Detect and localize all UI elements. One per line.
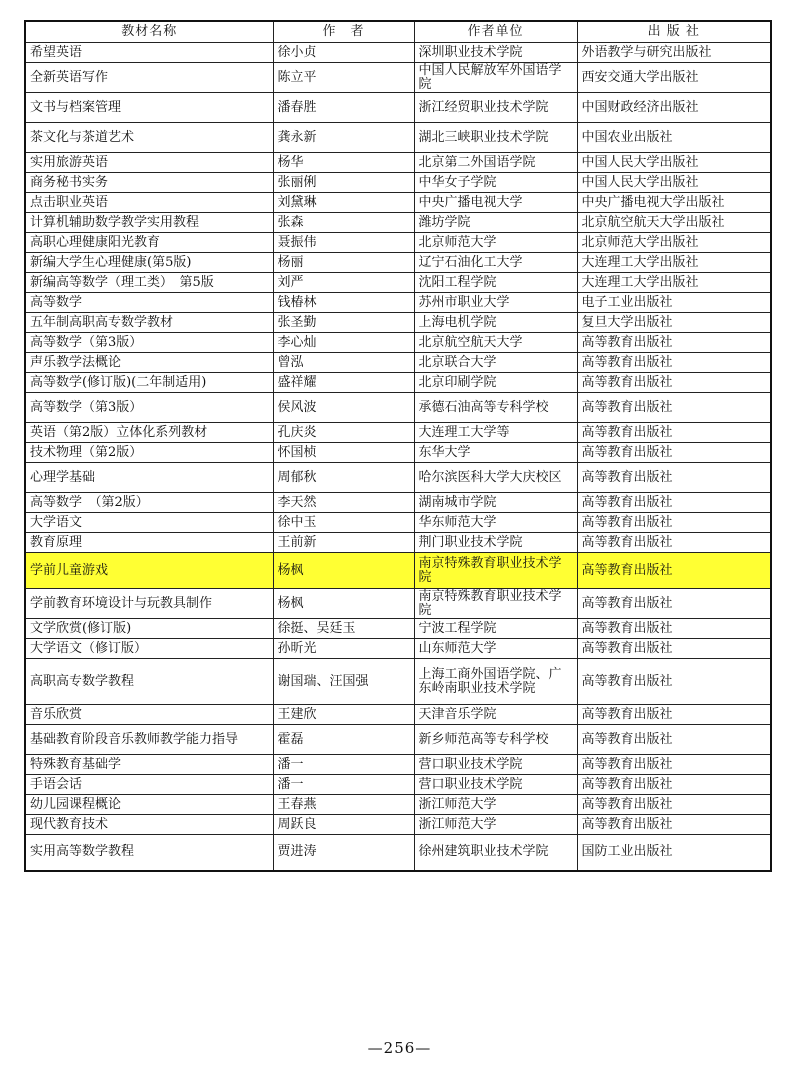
cell-publisher: 高等教育出版社 [577, 423, 771, 443]
cell-publisher: 高等教育出版社 [577, 775, 771, 795]
cell-author: 盛祥耀 [273, 373, 414, 393]
cell-author: 李天然 [273, 493, 414, 513]
cell-publisher: 中国财政经济出版社 [577, 93, 771, 123]
cell-author: 徐中玉 [273, 513, 414, 533]
cell-textbook-name: 新编大学生心理健康(第5版) [25, 253, 273, 273]
cell-textbook-name: 文书与档案管理 [25, 93, 273, 123]
cell-author: 杨枫 [273, 553, 414, 589]
table-row [25, 63, 771, 93]
table-row [25, 493, 771, 513]
cell-author: 谢国瑞、汪国强 [273, 659, 414, 705]
cell-author: 潘春胜 [273, 93, 414, 123]
cell-textbook-name: 文学欣赏(修订版) [25, 619, 273, 639]
cell-publisher: 中国农业出版社 [577, 123, 771, 153]
cell-author: 周跃良 [273, 815, 414, 835]
cell-textbook-name: 基础教育阶段音乐教师教学能力指导 [25, 725, 273, 755]
cell-author-unit: 华东师范大学 [414, 513, 577, 533]
cell-author-unit: 荆门职业技术学院 [414, 533, 577, 553]
table-row [25, 835, 771, 871]
cell-publisher: 北京师范大学出版社 [577, 233, 771, 253]
cell-author-unit: 哈尔滨医科大学大庆校区 [414, 463, 577, 493]
table-row [25, 443, 771, 463]
cell-textbook-name: 技术物理（第2版） [25, 443, 273, 463]
cell-author-unit: 浙江师范大学 [414, 815, 577, 835]
table-row [25, 313, 771, 333]
cell-publisher: 高等教育出版社 [577, 443, 771, 463]
table-row [25, 353, 771, 373]
table-row [25, 815, 771, 835]
cell-author: 徐小贞 [273, 43, 414, 63]
cell-author-unit: 沈阳工程学院 [414, 273, 577, 293]
cell-publisher: 电子工业出版社 [577, 293, 771, 313]
cell-textbook-name: 英语（第2版）立体化系列教材 [25, 423, 273, 443]
cell-publisher: 高等教育出版社 [577, 513, 771, 533]
cell-author: 陈立平 [273, 63, 414, 93]
cell-publisher: 高等教育出版社 [577, 373, 771, 393]
cell-textbook-name: 现代教育技术 [25, 815, 273, 835]
cell-author: 聂振伟 [273, 233, 414, 253]
cell-author-unit: 北京印刷学院 [414, 373, 577, 393]
textbook-table [24, 20, 772, 872]
cell-author-unit: 湖北三峡职业技术学院 [414, 123, 577, 153]
cell-author-unit: 南京特殊教育职业技术学院 [414, 589, 577, 619]
cell-publisher: 高等教育出版社 [577, 463, 771, 493]
table-row [25, 513, 771, 533]
cell-publisher: 中国人民大学出版社 [577, 173, 771, 193]
cell-textbook-name: 全新英语写作 [25, 63, 273, 93]
cell-textbook-name: 声乐教学法概论 [25, 353, 273, 373]
cell-author-unit: 大连理工大学等 [414, 423, 577, 443]
cell-author: 刘严 [273, 273, 414, 293]
cell-publisher: 中央广播电视大学出版社 [577, 193, 771, 213]
cell-textbook-name: 实用高等数学教程 [25, 835, 273, 871]
cell-author: 孙昕光 [273, 639, 414, 659]
cell-textbook-name: 高等数学（第3版） [25, 393, 273, 423]
cell-textbook-name: 高等数学 （第2版） [25, 493, 273, 513]
cell-author-unit: 北京联合大学 [414, 353, 577, 373]
cell-author: 霍磊 [273, 725, 414, 755]
cell-author-unit: 中央广播电视大学 [414, 193, 577, 213]
cell-publisher: 国防工业出版社 [577, 835, 771, 871]
cell-author-unit: 苏州市职业大学 [414, 293, 577, 313]
cell-author: 徐挺、吴廷玉 [273, 619, 414, 639]
cell-textbook-name: 高职高专数学教程 [25, 659, 273, 705]
cell-author-unit: 徐州建筑职业技术学院 [414, 835, 577, 871]
cell-author: 怀国桢 [273, 443, 414, 463]
cell-author: 张丽俐 [273, 173, 414, 193]
cell-author-unit: 浙江经贸职业技术学院 [414, 93, 577, 123]
cell-textbook-name: 教育原理 [25, 533, 273, 553]
cell-author: 周郁秋 [273, 463, 414, 493]
cell-textbook-name: 高等数学(修订版)(二年制适用) [25, 373, 273, 393]
cell-author-unit: 中华女子学院 [414, 173, 577, 193]
cell-publisher: 中国人民大学出版社 [577, 153, 771, 173]
cell-publisher: 高等教育出版社 [577, 725, 771, 755]
cell-publisher: 高等教育出版社 [577, 553, 771, 589]
cell-author: 杨丽 [273, 253, 414, 273]
cell-textbook-name: 计算机辅助数学教学实用教程 [25, 213, 273, 233]
cell-publisher: 高等教育出版社 [577, 619, 771, 639]
table-row [25, 619, 771, 639]
table-row [25, 213, 771, 233]
cell-textbook-name: 高等数学（第3版） [25, 333, 273, 353]
table-row [25, 233, 771, 253]
cell-author-unit: 上海工商外国语学院、广东岭南职业技术学院 [414, 659, 577, 705]
table-row [25, 333, 771, 353]
cell-author-unit: 东华大学 [414, 443, 577, 463]
table-row [25, 639, 771, 659]
header-author: 作 者 [273, 21, 414, 43]
cell-publisher: 高等教育出版社 [577, 589, 771, 619]
table-header-row [25, 21, 771, 43]
cell-publisher: 大连理工大学出版社 [577, 273, 771, 293]
table-row [25, 553, 771, 589]
cell-author-unit: 宁波工程学院 [414, 619, 577, 639]
cell-publisher: 高等教育出版社 [577, 705, 771, 725]
table-row [25, 795, 771, 815]
cell-author: 潘一 [273, 775, 414, 795]
table-row [25, 93, 771, 123]
cell-textbook-name: 高等数学 [25, 293, 273, 313]
table-row [25, 253, 771, 273]
cell-textbook-name: 音乐欣赏 [25, 705, 273, 725]
cell-author: 李心灿 [273, 333, 414, 353]
cell-author: 侯风波 [273, 393, 414, 423]
cell-author: 潘一 [273, 755, 414, 775]
header-textbook-name: 教材名称 [25, 21, 273, 43]
cell-publisher: 高等教育出版社 [577, 353, 771, 373]
cell-author: 王建欣 [273, 705, 414, 725]
cell-publisher: 高等教育出版社 [577, 493, 771, 513]
table-row [25, 43, 771, 63]
cell-author-unit: 辽宁石油化工大学 [414, 253, 577, 273]
cell-publisher: 外语教学与研究出版社 [577, 43, 771, 63]
cell-textbook-name: 学前儿童游戏 [25, 553, 273, 589]
cell-publisher: 复旦大学出版社 [577, 313, 771, 333]
cell-author: 曾泓 [273, 353, 414, 373]
table-row [25, 193, 771, 213]
cell-textbook-name: 大学语文 [25, 513, 273, 533]
table-row [25, 173, 771, 193]
cell-author-unit: 浙江师范大学 [414, 795, 577, 815]
cell-publisher: 北京航空航天大学出版社 [577, 213, 771, 233]
cell-author: 龚永新 [273, 123, 414, 153]
cell-author: 张圣勤 [273, 313, 414, 333]
cell-author: 王前新 [273, 533, 414, 553]
header-author-unit: 作者单位 [414, 21, 577, 43]
cell-textbook-name: 幼儿园课程概论 [25, 795, 273, 815]
table-row [25, 589, 771, 619]
cell-author-unit: 北京师范大学 [414, 233, 577, 253]
cell-textbook-name: 特殊教育基础学 [25, 755, 273, 775]
table-row [25, 273, 771, 293]
table-row [25, 123, 771, 153]
table-row [25, 423, 771, 443]
cell-author-unit: 承德石油高等专科学校 [414, 393, 577, 423]
cell-publisher: 高等教育出版社 [577, 815, 771, 835]
cell-publisher: 高等教育出版社 [577, 659, 771, 705]
cell-textbook-name: 商务秘书实务 [25, 173, 273, 193]
cell-publisher: 高等教育出版社 [577, 393, 771, 423]
cell-author-unit: 南京特殊教育职业技术学院 [414, 553, 577, 589]
cell-textbook-name: 高职心理健康阳光教育 [25, 233, 273, 253]
cell-publisher: 高等教育出版社 [577, 795, 771, 815]
cell-textbook-name: 新编高等数学（理工类） 第5版 [25, 273, 273, 293]
cell-textbook-name: 学前教育环境设计与玩教具制作 [25, 589, 273, 619]
table-row [25, 393, 771, 423]
cell-author: 杨华 [273, 153, 414, 173]
cell-author: 孔庆炎 [273, 423, 414, 443]
cell-author-unit: 深圳职业技术学院 [414, 43, 577, 63]
cell-textbook-name: 茶文化与茶道艺术 [25, 123, 273, 153]
cell-textbook-name: 实用旅游英语 [25, 153, 273, 173]
table-row [25, 775, 771, 795]
cell-author: 刘黛琳 [273, 193, 414, 213]
cell-author: 杨枫 [273, 589, 414, 619]
header-publisher: 出 版 社 [577, 21, 771, 43]
cell-author-unit: 天津音乐学院 [414, 705, 577, 725]
cell-author-unit: 营口职业技术学院 [414, 755, 577, 775]
cell-textbook-name: 心理学基础 [25, 463, 273, 493]
cell-author-unit: 潍坊学院 [414, 213, 577, 233]
cell-textbook-name: 五年制高职高专数学教材 [25, 313, 273, 333]
cell-publisher: 高等教育出版社 [577, 639, 771, 659]
page-number: —256— [367, 1039, 432, 1057]
cell-textbook-name: 手语会话 [25, 775, 273, 795]
cell-author: 张森 [273, 213, 414, 233]
cell-textbook-name: 点击职业英语 [25, 193, 273, 213]
cell-author: 贾进涛 [273, 835, 414, 871]
cell-author-unit: 北京航空航天大学 [414, 333, 577, 353]
cell-publisher: 西安交通大学出版社 [577, 63, 771, 93]
cell-author: 王春燕 [273, 795, 414, 815]
cell-textbook-name: 希望英语 [25, 43, 273, 63]
cell-author-unit: 湖南城市学院 [414, 493, 577, 513]
cell-author-unit: 中国人民解放军外国语学院 [414, 63, 577, 93]
cell-publisher: 高等教育出版社 [577, 333, 771, 353]
table-row [25, 659, 771, 705]
cell-author-unit: 营口职业技术学院 [414, 775, 577, 795]
cell-author-unit: 上海电机学院 [414, 313, 577, 333]
table-row [25, 755, 771, 775]
table-row [25, 533, 771, 553]
table-row [25, 725, 771, 755]
table-row [25, 463, 771, 493]
table-row [25, 705, 771, 725]
cell-author: 钱椿林 [273, 293, 414, 313]
cell-author-unit: 北京第二外国语学院 [414, 153, 577, 173]
cell-author-unit: 新乡师范高等专科学校 [414, 725, 577, 755]
cell-publisher: 高等教育出版社 [577, 533, 771, 553]
table-row [25, 153, 771, 173]
cell-publisher: 大连理工大学出版社 [577, 253, 771, 273]
cell-publisher: 高等教育出版社 [577, 755, 771, 775]
cell-textbook-name: 大学语文（修订版） [25, 639, 273, 659]
table-row [25, 293, 771, 313]
cell-author-unit: 山东师范大学 [414, 639, 577, 659]
table-row [25, 373, 771, 393]
